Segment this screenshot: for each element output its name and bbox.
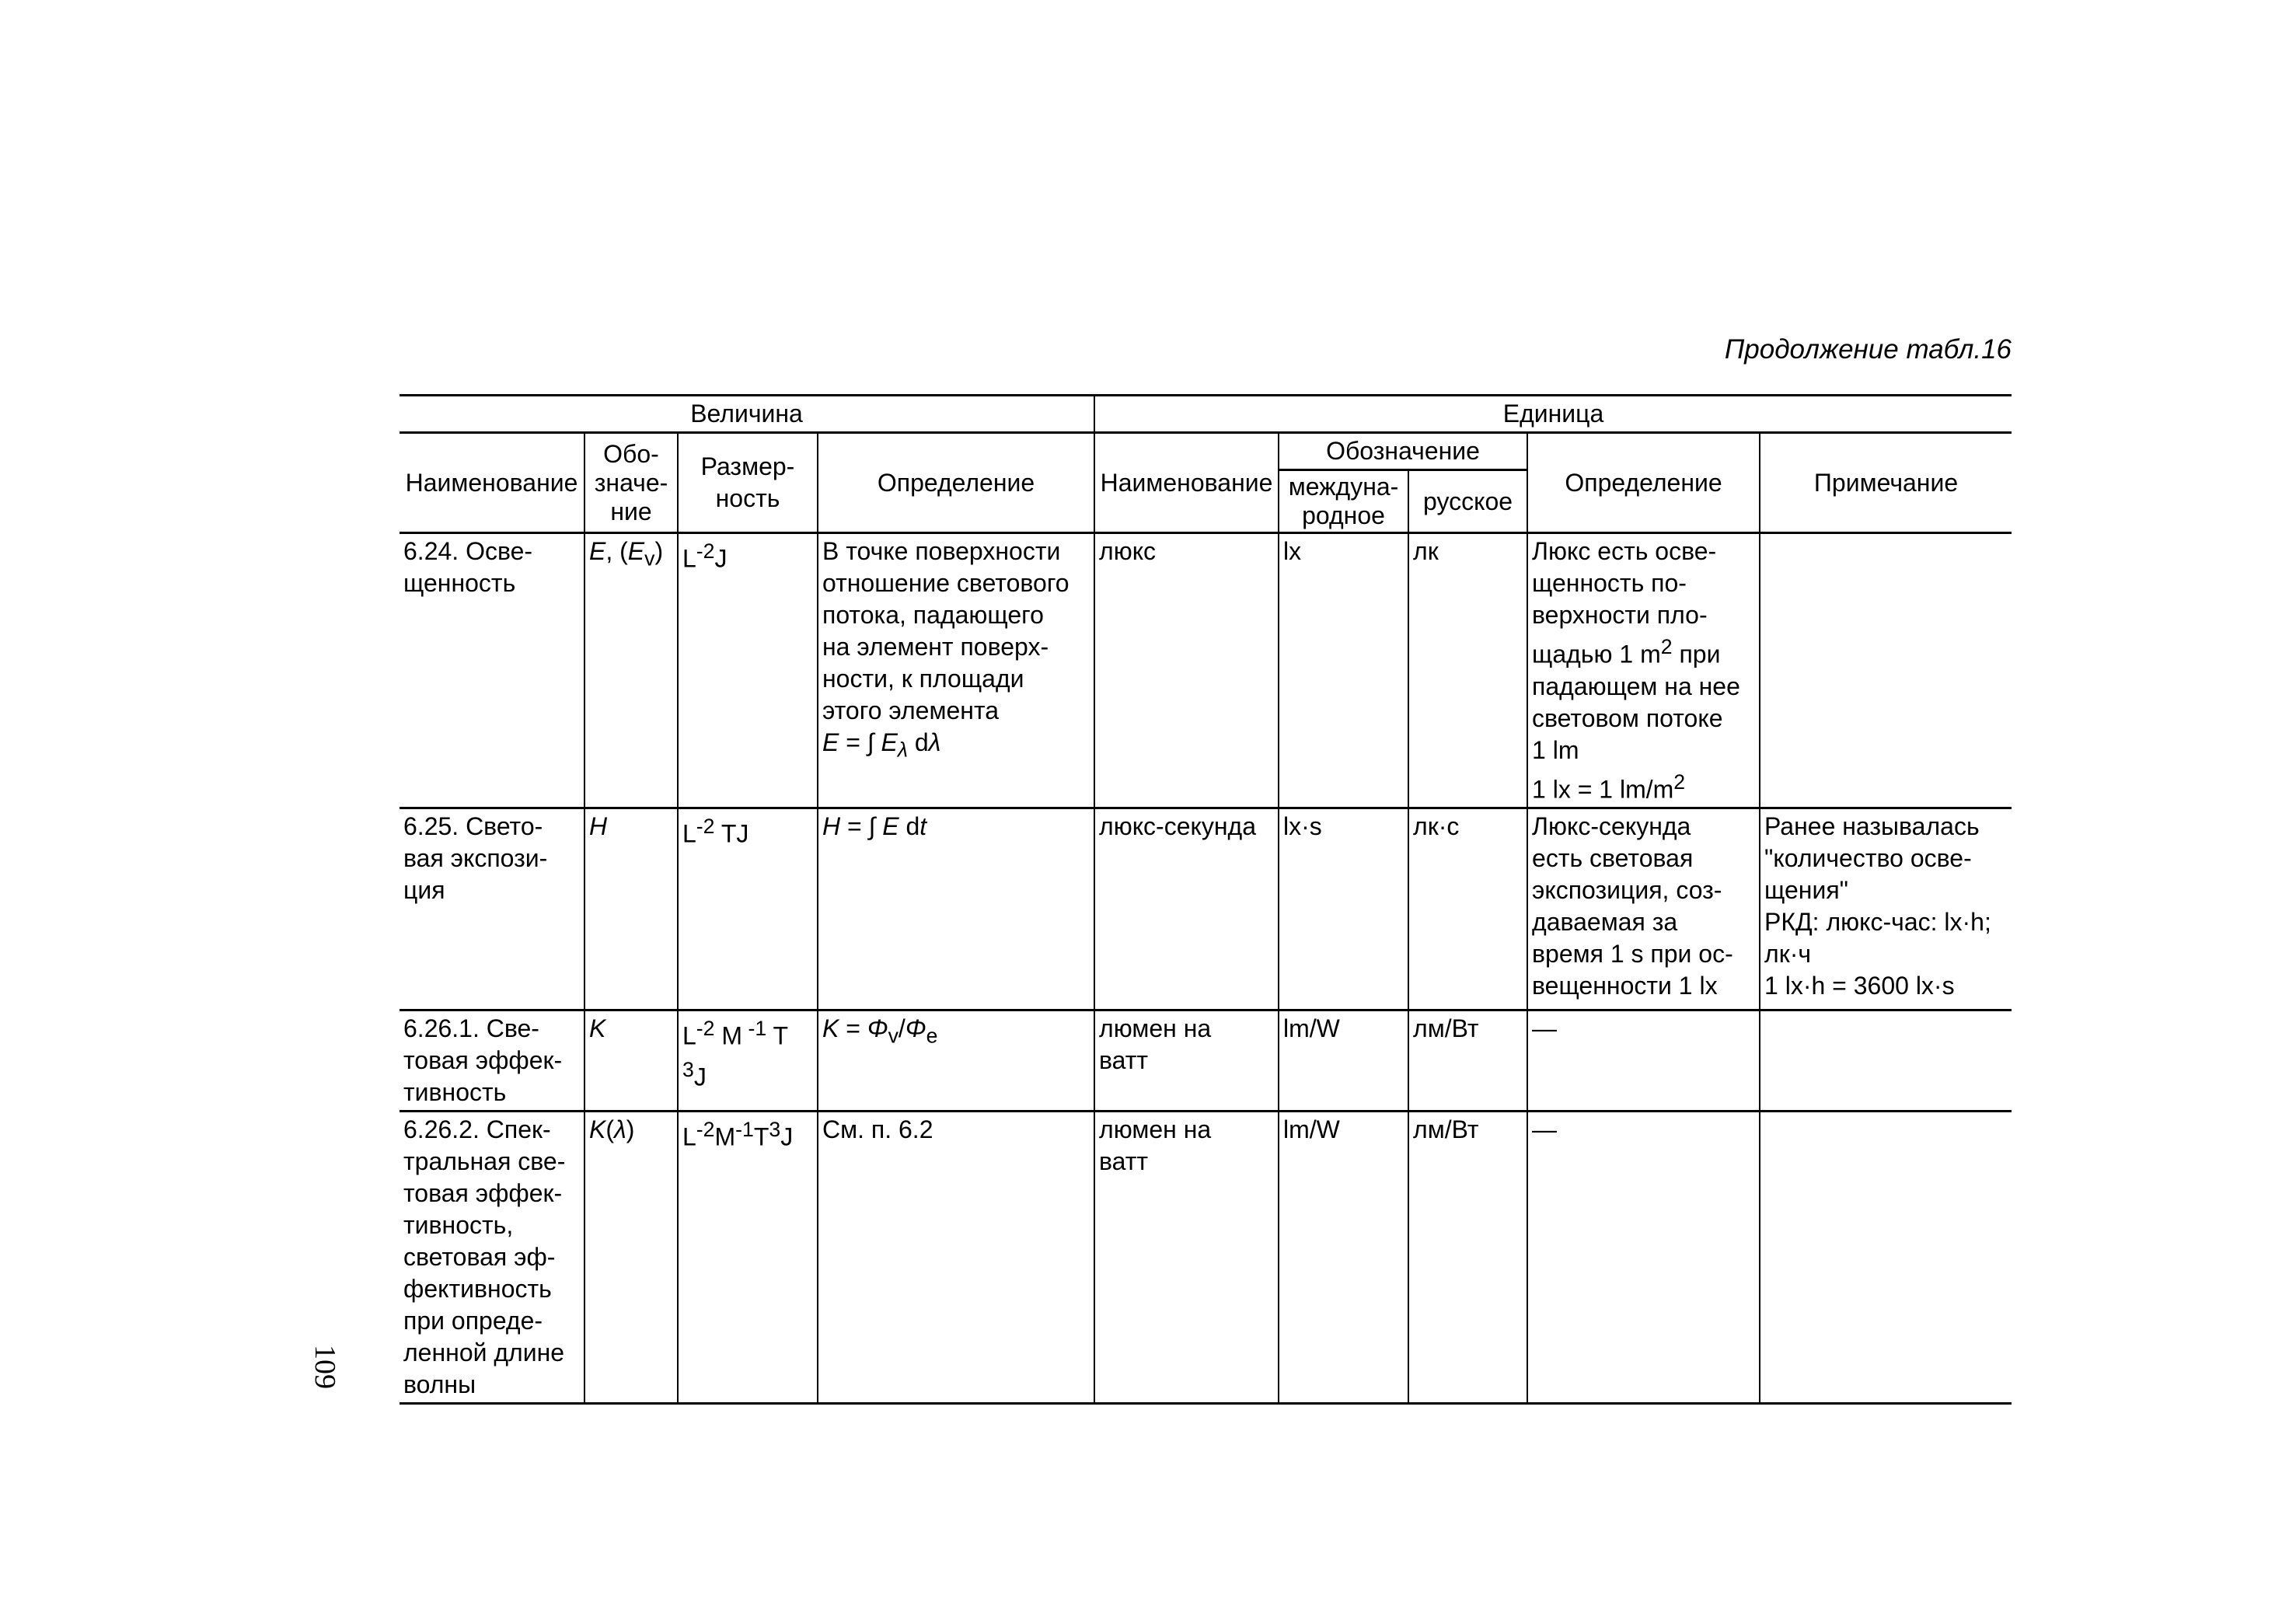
header-unit-name: Наименование (1094, 433, 1279, 533)
dim-rest: TJ (714, 819, 749, 848)
unit-russian: лк (1408, 533, 1527, 808)
header-unit-group: Единица (1094, 396, 2012, 433)
dim-base: L (682, 819, 696, 848)
quantity-dimension (678, 533, 818, 808)
quantity-symbol: H (584, 808, 678, 1010)
quantity-symbol (584, 1112, 678, 1404)
dim-T: T (753, 1122, 769, 1151)
dim-exponent: -2 (696, 815, 715, 839)
symbol-arg: λ (614, 1115, 626, 1144)
unit-international: lm/W (1279, 1010, 1408, 1112)
dim-M: M (714, 1122, 736, 1151)
dim-M-exponent: -1 (735, 1118, 754, 1142)
definition-text: В точке поверхности отношение светового потока, падающего на элемент поверх- ности, к площади этого элемента (822, 537, 1069, 724)
header-unit-international: междуна- родное (1279, 470, 1408, 533)
unit-def-sup2: 2 (1673, 770, 1686, 794)
formula-phi-e: Φ (905, 1014, 926, 1043)
quantity-name: 6.24. Осве- щенность (400, 533, 584, 808)
unit-definition (1527, 533, 1760, 808)
formula-integral: = ∫ (839, 728, 881, 756)
table-caption: Продолжение табл.16 (1724, 334, 2012, 365)
header-quantity-group: Величина (400, 396, 1094, 433)
formula-d: d (907, 728, 929, 756)
dim-rest: J (714, 544, 728, 573)
unit-russian: лм/Вт (1408, 1010, 1527, 1112)
dim-T: T (766, 1021, 789, 1050)
header-quantity-symbol: Обо- значе- ние (584, 433, 678, 533)
dim-L: L (682, 1021, 696, 1050)
quantity-name: 6.26.2. Спек- тральная све- товая эффек- тивность, световая эф- фективность при опреде- ленной длине волны (400, 1112, 584, 1404)
quantity-definition (818, 533, 1094, 808)
header-unit-definition: Определение (1527, 433, 1760, 533)
dim-T-exponent: 3 (682, 1057, 694, 1081)
formula-var: E (882, 812, 899, 841)
formula-sub: λ (897, 738, 908, 762)
formula-slash: / (898, 1014, 905, 1043)
dim-M: M (714, 1021, 743, 1050)
table-row (400, 808, 2012, 1010)
header-unit-russian: русское (1408, 470, 1527, 533)
unit-name: люмен на ватт (1094, 1112, 1279, 1404)
quantity-name: 6.26.1. Све- товая эффек- тивность (400, 1010, 584, 1112)
unit-name: люкс (1094, 533, 1279, 808)
unit-name: люкс-секунда (1094, 808, 1279, 1010)
symbol-main: K (589, 1115, 606, 1144)
symbol-main: E (589, 537, 606, 565)
formula-sub-e: e (926, 1024, 938, 1048)
units-table (400, 394, 2012, 1405)
formula-sub-v: v (888, 1024, 899, 1048)
dim-T-exponent: 3 (769, 1118, 781, 1142)
unit-def-part1: Люкс есть осве- щенность по- верхности пло- щадью 1 m (1532, 537, 1717, 668)
quantity-dimension (678, 1112, 818, 1404)
unit-note: Ранее называлась "количество осве- щения" РКД: люкс-час: lx·h; лк·ч 1 lx·h = 3600 lx·s (1760, 808, 2012, 1010)
formula-var: E (881, 728, 898, 756)
unit-russian: лм/Вт (1408, 1112, 1527, 1404)
unit-international: lx·s (1279, 808, 1408, 1010)
symbol-separator: , ( (605, 537, 628, 565)
table-row (400, 533, 2012, 808)
page-number: 109 (309, 1345, 341, 1389)
dim-L-exponent: -2 (696, 1017, 715, 1041)
quantity-definition (818, 808, 1094, 1010)
unit-note (1760, 533, 2012, 808)
formula-lhs: H (822, 812, 841, 841)
formula-equals: = (839, 1014, 867, 1043)
dim-J: J (780, 1122, 794, 1151)
quantity-name: 6.25. Свето- вая экспози- ция (400, 808, 584, 1010)
unit-definition: Люкс-секунда есть световая экспозиция, соз- даваемая за время 1 s при ос- вещенности 1 lx (1527, 808, 1760, 1010)
symbol-close: ) (626, 1115, 635, 1144)
unit-def-sup1: 2 (1660, 635, 1673, 658)
quantity-definition (818, 1010, 1094, 1112)
unit-note (1760, 1010, 2012, 1112)
unit-def-part2: при падающем на нее световом потоке 1 lm 1 lx = 1 lm/m (1532, 640, 1740, 804)
unit-international: lm/W (1279, 1112, 1408, 1404)
formula-lhs: K (822, 1014, 839, 1043)
unit-name: люмен на ватт (1094, 1010, 1279, 1112)
formula-d: d (899, 812, 920, 841)
formula-phi-v: Φ (867, 1014, 888, 1043)
unit-international: lx (1279, 533, 1408, 808)
dim-L: L (682, 1122, 696, 1151)
quantity-definition: См. п. 6.2 (818, 1112, 1094, 1404)
unit-note (1760, 1112, 2012, 1404)
dim-M-exponent: -1 (742, 1017, 767, 1041)
formula-integral: = ∫ (840, 812, 883, 841)
header-quantity-dimension: Размер- ность (678, 433, 818, 533)
symbol-alt: E (627, 537, 645, 565)
symbol-close: ) (654, 537, 664, 565)
dim-L-exponent: -2 (696, 1118, 715, 1142)
quantity-dimension (678, 1010, 818, 1112)
header-unit-designation: Обозначение (1279, 433, 1527, 470)
formula-lhs: E (822, 728, 839, 756)
dim-base: L (682, 544, 696, 573)
header-quantity-definition: Определение (818, 433, 1094, 533)
symbol-alt-subscript: v (644, 546, 655, 571)
quantity-dimension (678, 808, 818, 1010)
symbol-open: ( (605, 1115, 614, 1144)
table-row (400, 1112, 2012, 1404)
unit-russian: лк·с (1408, 808, 1527, 1010)
formula-end: λ (928, 728, 941, 756)
dim-exponent: -2 (696, 539, 715, 563)
quantity-symbol: K (584, 1010, 678, 1112)
header-unit-note: Примечание (1760, 433, 2012, 533)
quantity-symbol (584, 533, 678, 808)
header-quantity-name: Наименование (400, 433, 584, 533)
definition-formula (822, 727, 1090, 766)
unit-definition: — (1527, 1112, 1760, 1404)
table-row (400, 1010, 2012, 1112)
formula-end: t (919, 812, 927, 841)
dim-J: J (693, 1063, 707, 1091)
unit-definition: — (1527, 1010, 1760, 1112)
